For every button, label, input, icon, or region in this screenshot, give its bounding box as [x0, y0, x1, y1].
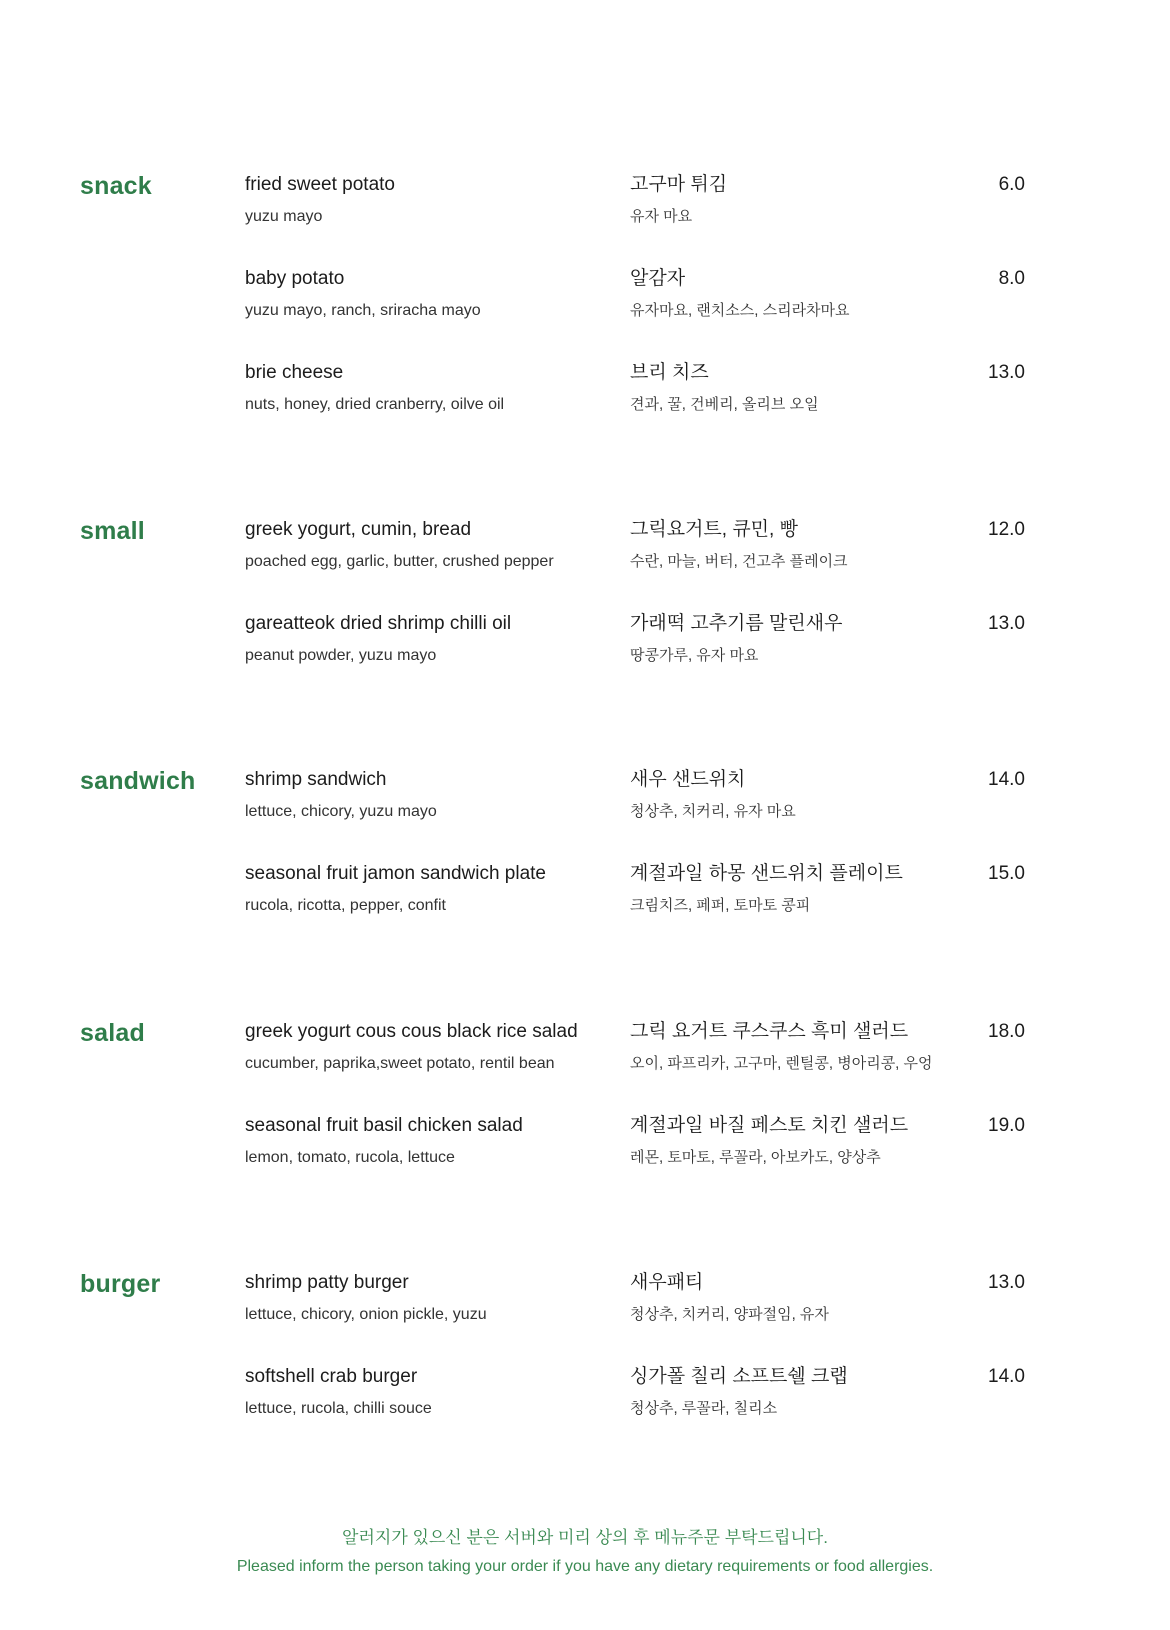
item-name-en: seasonal fruit jamon sandwich plate [245, 863, 547, 884]
menu-item [0, 1021, 1170, 1094]
menu-item [0, 268, 1170, 341]
item-name-en: seasonal fruit basil chicken salad [245, 1115, 523, 1136]
item-price: 13.0 [988, 613, 1025, 634]
item-name-ko: 가래떡 고추기름 말린새우 [630, 613, 843, 634]
section-title: small [80, 517, 145, 545]
item-name-ko: 그릭요거트, 큐민, 빵 [630, 519, 798, 540]
item-desc-en: lettuce, chicory, yuzu mayo [245, 803, 437, 820]
item-name-ko: 새우 샌드위치 [630, 769, 746, 790]
item-desc-en: cucumber, paprika,sweet potato, rentil bean [245, 1055, 555, 1072]
item-desc-ko: 청상추, 치커리, 유자 마요 [630, 803, 796, 820]
item-name-en: softshell crab burger [245, 1366, 418, 1387]
item-desc-ko: 레몬, 토마토, 루꼴라, 아보카도, 양상추 [630, 1149, 881, 1166]
item-name-en: greek yogurt, cumin, bread [245, 519, 472, 540]
item-name-ko: 브리 치즈 [630, 362, 709, 383]
section-title: sandwich [80, 767, 196, 795]
item-name-ko: 계절과일 바질 페스토 치킨 샐러드 [630, 1115, 909, 1136]
item-price: 13.0 [988, 362, 1025, 383]
item-name-en: brie cheese [245, 362, 344, 383]
menu-item [0, 863, 1170, 936]
item-desc-ko: 유자마요, 랜치소스, 스리라차마요 [630, 302, 850, 319]
section-title: burger [80, 1270, 161, 1298]
item-desc-en: nuts, honey, dried cranberry, oilve oil [245, 396, 505, 413]
item-desc-en: rucola, ricotta, pepper, confit [245, 897, 446, 914]
menu-item [0, 362, 1170, 435]
menu-item [0, 174, 1170, 247]
menu-item [0, 769, 1170, 842]
item-desc-ko: 오이, 파프리카, 고구마, 렌틸콩, 병아리콩, 우엉 [630, 1055, 933, 1072]
item-desc-ko: 땅콩가루, 유자 마요 [630, 647, 759, 664]
item-name-en: shrimp sandwich [245, 769, 387, 790]
item-price: 15.0 [988, 863, 1025, 884]
item-name-en: gareatteok dried shrimp chilli oil [245, 613, 512, 634]
section-title: salad [80, 1019, 145, 1047]
item-price: 19.0 [988, 1115, 1025, 1136]
item-desc-ko: 청상추, 치커리, 양파절임, 유자 [630, 1306, 829, 1323]
allergy-notice [0, 1526, 1170, 1578]
item-name-en: baby potato [245, 268, 345, 289]
item-name-ko: 고구마 튀김 [630, 174, 728, 195]
item-price: 14.0 [988, 769, 1025, 790]
item-desc-en: lettuce, rucola, chilli souce [245, 1400, 432, 1417]
item-desc-ko: 청상추, 루꼴라, 칠리소 [630, 1400, 778, 1417]
item-desc-en: yuzu mayo [245, 208, 323, 225]
item-name-en: shrimp patty burger [245, 1272, 409, 1293]
allergy-notice-en: Pleased inform the person taking your order if you have any dietary requirements or food allergies. [236, 1558, 934, 1575]
menu-item [0, 1272, 1170, 1345]
item-price: 8.0 [998, 268, 1025, 289]
item-price: 18.0 [988, 1021, 1025, 1042]
item-desc-ko: 크림치즈, 페퍼, 토마토 콩피 [630, 897, 811, 914]
menu-item [0, 1366, 1170, 1439]
item-desc-en: peanut powder, yuzu mayo [245, 647, 437, 664]
allergy-notice-ko: 알러지가 있으신 분은 서버와 미리 상의 후 메뉴주문 부탁드립니다. [342, 1528, 828, 1547]
menu-item [0, 613, 1170, 686]
section-title: snack [80, 172, 152, 200]
menu-item [0, 1115, 1170, 1188]
item-price: 14.0 [988, 1366, 1025, 1387]
item-name-ko: 그릭 요거트 쿠스쿠스 흑미 샐러드 [630, 1021, 909, 1042]
item-name-en: fried sweet potato [245, 174, 395, 195]
item-desc-ko: 견과, 꿀, 건베리, 올리브 오일 [630, 396, 819, 413]
item-price: 6.0 [998, 174, 1025, 195]
item-price: 12.0 [988, 519, 1025, 540]
item-desc-en: yuzu mayo, ranch, sriracha mayo [245, 302, 481, 319]
item-price: 13.0 [988, 1272, 1025, 1293]
item-desc-en: lemon, tomato, rucola, lettuce [245, 1149, 455, 1166]
item-desc-ko: 수란, 마늘, 버터, 건고추 플레이크 [630, 553, 848, 570]
item-desc-ko: 유자 마요 [630, 208, 693, 225]
item-name-ko: 알감자 [630, 268, 686, 289]
item-name-ko: 싱가폴 칠리 소프트쉘 크랩 [630, 1366, 848, 1387]
item-name-en: greek yogurt cous cous black rice salad [245, 1021, 578, 1042]
item-name-ko: 계절과일 하몽 샌드위치 플레이트 [630, 863, 903, 884]
item-desc-en: poached egg, garlic, butter, crushed pepper [245, 553, 554, 570]
item-desc-en: lettuce, chicory, onion pickle, yuzu [245, 1306, 487, 1323]
item-name-ko: 새우패티 [630, 1272, 704, 1293]
menu-item [0, 519, 1170, 592]
